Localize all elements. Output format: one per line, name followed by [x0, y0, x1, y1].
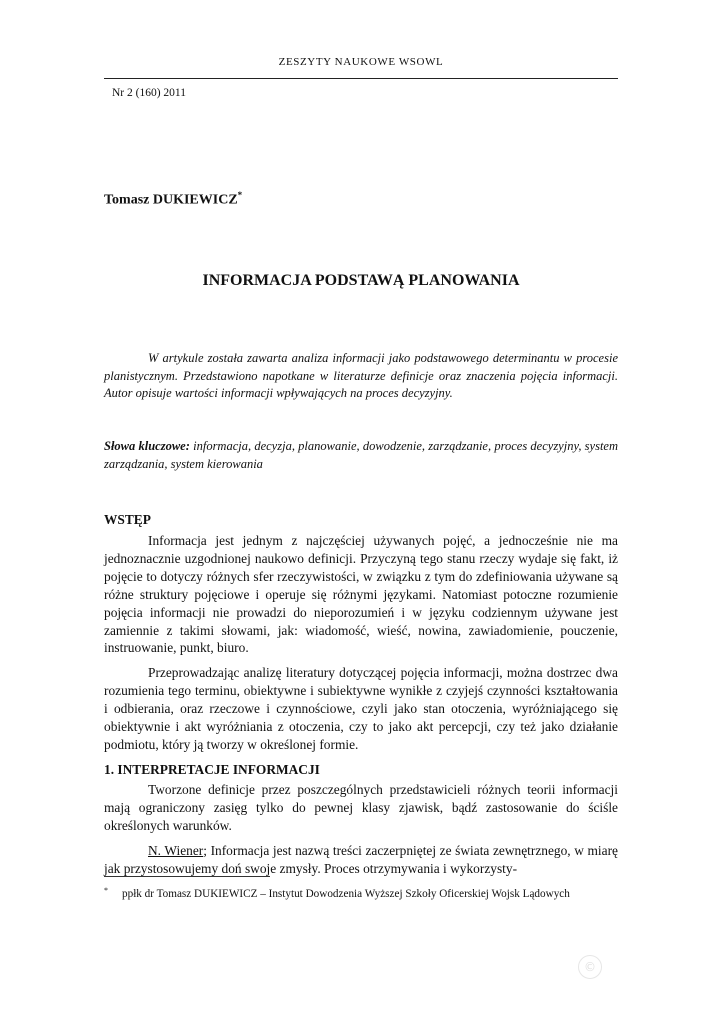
author-footnote-mark[interactable]: * [237, 190, 243, 200]
article-title: INFORMACJA PODSTAWĄ PLANOWANIA [202, 272, 520, 289]
article-body [104, 511, 618, 884]
footnote-mark: * [104, 886, 108, 895]
keywords [104, 438, 618, 473]
copyright-watermark-icon: © [578, 955, 602, 979]
footnote-rule [104, 876, 270, 877]
section1-paragraph-1: Tworzone definicje przez poszczególnych przedstawicieli różnych teorii informacji mają ograniczony zasięg tylko do pewnej klasy zjawisk, bądź zastosowanie do ściśle określonych warunków. [104, 781, 618, 833]
footnote-text: ppłk dr Tomasz DUKIEWICZ – Instytut Dowodzenia Wyższej Szkoły Oficerskiej Wojsk Lądowych [122, 888, 570, 900]
wiener-quote: ; Informacja jest nazwą treści zaczerpniętej ze świata zewnętrznego, w miarę jak przystosowujemy doń swoje zmysły. Proces otrzymywania i wykorzysty- [104, 842, 619, 876]
keywords-list: informacja, decyzja, planowanie, dowodzenie, zarządzanie, proces decyzyjny, system zarządzania, system kierowania [104, 439, 618, 471]
intro-paragraph-2: Przeprowadzając analizę literatury dotyczącej pojęcia informacji, można dostrzec dwa rozumienia tego terminu, obiektywne i subiektywne wynikłe z czyjejś czynności kształtowania i odbierania, oraz rzeczowe i czynnościowe, czyli jako stan otoczenia, wyróżniającego się obiektywnie i akt wyróżniania z otoczenia, czy to jako akt percepcji, czy też jako działanie podmiotu, który ją tworzy w określonej formie. [104, 665, 618, 752]
keywords-label: Słowa kluczowe: [104, 439, 190, 453]
section-heading-interpretations: 1. INTERPRETACJE INFORMACJI [104, 761, 320, 777]
author-name: Tomasz DUKIEWICZ [104, 192, 238, 208]
wiener-reference-link[interactable]: N. Wiener [148, 842, 204, 858]
abstract: W artykule została zawarta analiza informacji jako podstawowego determinantu w procesie planistycznym. Przedstawiono napotkane w literaturze definicje oraz znaczenia pojęcia informacji. Autor opisuje wartości informacji wpływających na proces decyzyjny. [104, 351, 618, 400]
header-rule [104, 78, 618, 79]
footnote [104, 887, 618, 902]
intro-paragraph-1: Informacja jest jednym z najczęściej używanych pojęć, a jednocześnie nie ma jednoznacznie uzgodnionej naukowo definicji. Przyczyną tego stanu rzeczy wydaje się fakt, iż pojęcie to dotyczy różnych sfer rzeczywistości, w związku z tym do zdefiniowania używane są różne struktury pojęciowe i operuje się różnymi językami. Natomiast potoczne rozumienie pojęcia informacji nie prowadzi do nieporozumień i w języku codziennym używane jest zamiennie z takimi słowami, jak: wiadomość, wieść, nowina, zawiadomienie, pouczenie, instruowanie, punkt, biuro. [104, 533, 618, 656]
journal-title: ZESZYTY NAUKOWE WSOWL [278, 56, 444, 68]
issue-number: Nr 2 (160) 2011 [112, 87, 186, 99]
author-line [104, 190, 242, 209]
section1-paragraph-2 [104, 842, 618, 878]
section-heading-intro: WSTĘP [104, 512, 151, 527]
